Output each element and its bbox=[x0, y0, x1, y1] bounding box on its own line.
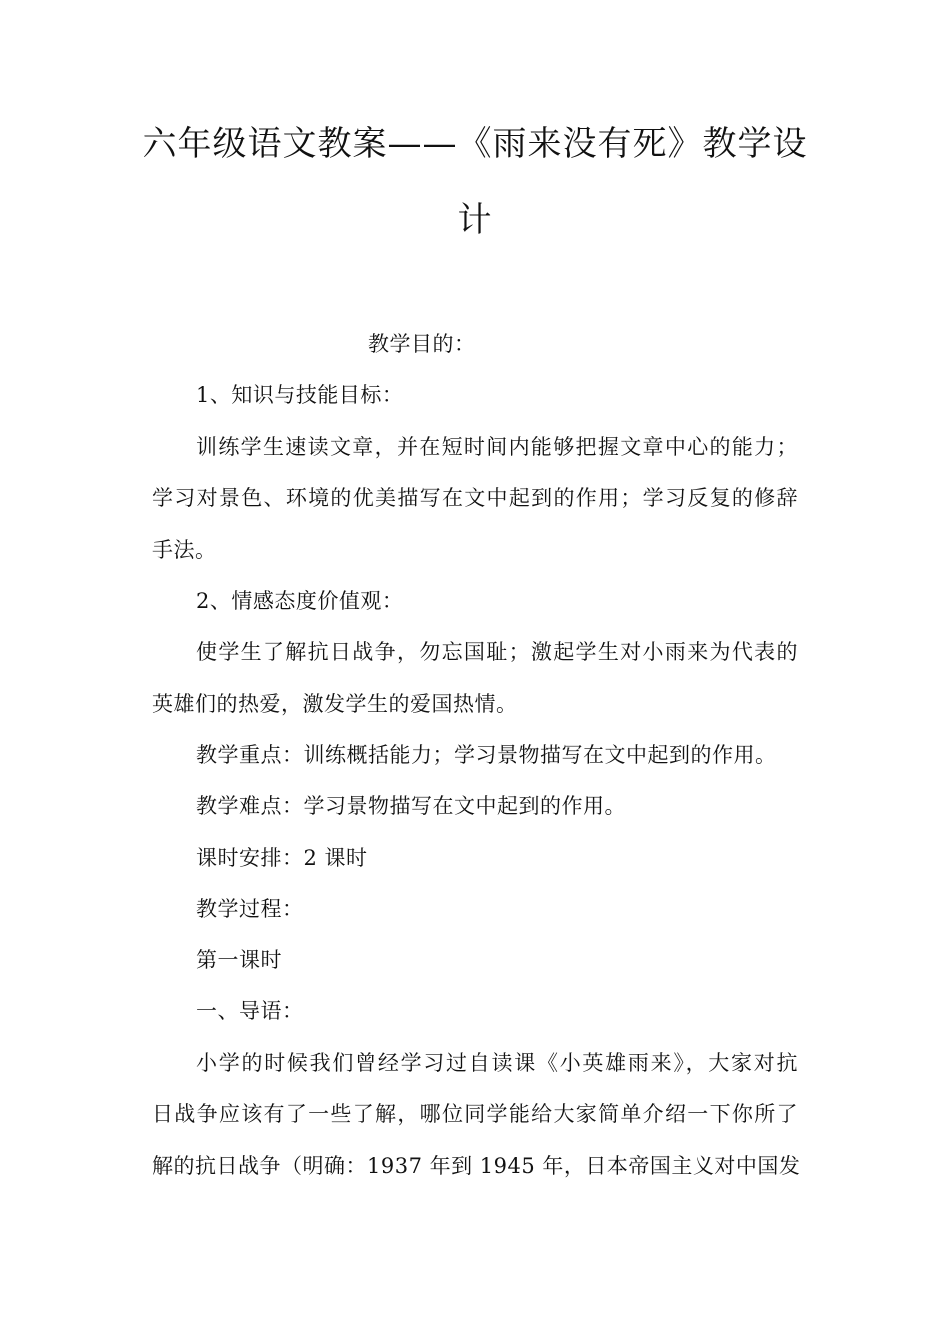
goal2-text-line-2: 英雄们的热爱，激发学生的爱国热情。 bbox=[152, 692, 518, 716]
intro-text-line-2: 日战争应该有了一些了解，哪位同学能给大家简单介绍一下你所了 bbox=[152, 1102, 798, 1126]
goal1-text-line-2: 学习对景色、环境的优美描写在文中起到的作用；学习反复的修辞 bbox=[152, 486, 798, 510]
process-heading: 教学过程： bbox=[196, 897, 304, 921]
difficulty: 教学难点：学习景物描写在文中起到的作用。 bbox=[196, 794, 626, 818]
intro-text-line-1: 小学的时候我们曾经学习过自读课《小英雄雨来》，大家对抗 bbox=[196, 1051, 798, 1075]
objectives-heading: 教学目的： bbox=[368, 332, 476, 356]
goal2-heading: 2、情感态度价值观： bbox=[196, 589, 404, 613]
goal1-text-line-1: 训练学生速读文章，并在短时间内能够把握文章中心的能力； bbox=[196, 435, 798, 459]
goal1-text-line-3: 手法。 bbox=[152, 538, 217, 562]
goal1-heading: 1、知识与技能目标： bbox=[196, 383, 404, 407]
schedule: 课时安排：2 课时 bbox=[196, 846, 368, 870]
lesson1-heading: 第一课时 bbox=[196, 948, 282, 972]
intro-heading: 一、导语： bbox=[196, 999, 304, 1023]
document-title-line-1: 六年级语文教案——《雨来没有死》教学设 bbox=[142, 124, 808, 164]
goal2-text-line-1: 使学生了解抗日战争，勿忘国耻；激起学生对小雨来为代表的 bbox=[196, 640, 798, 664]
document-title-line-2: 计 bbox=[457, 200, 493, 240]
key-point: 教学重点：训练概括能力；学习景物描写在文中起到的作用。 bbox=[196, 743, 777, 767]
intro-text-line-3: 解的抗日战争（明确：1937 年到 1945 年，日本帝国主义对中国发 bbox=[152, 1154, 801, 1178]
